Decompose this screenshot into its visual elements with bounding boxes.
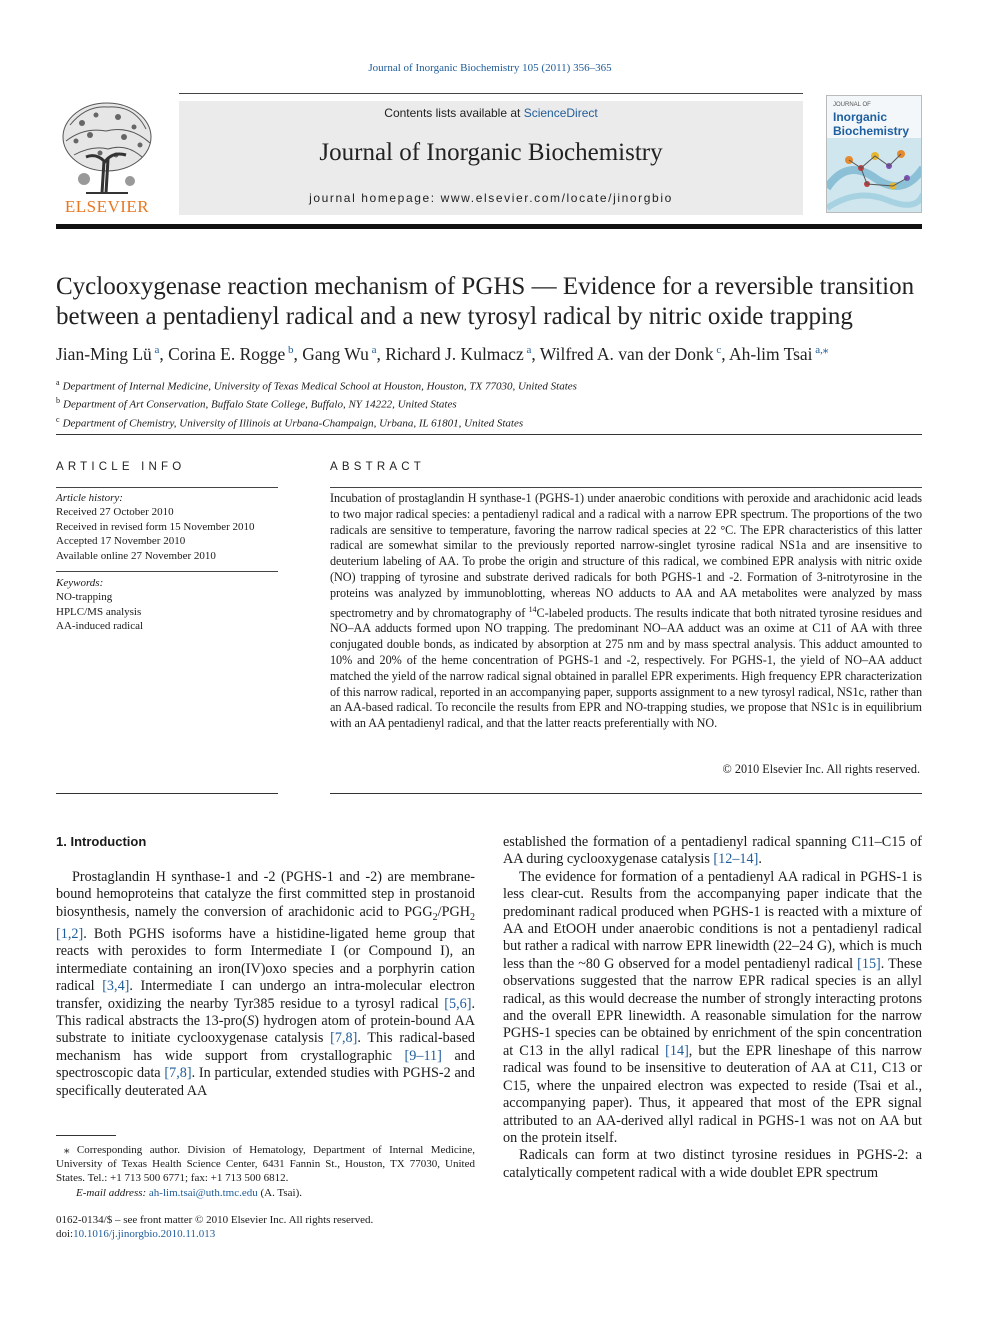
affiliation-mark: a <box>56 378 60 387</box>
citation-link[interactable]: [7,8] <box>164 1065 192 1082</box>
citation-link[interactable]: [15] <box>857 955 881 972</box>
affiliation-mark: b <box>56 396 60 406</box>
author-affiliation-mark[interactable]: a <box>151 344 160 356</box>
info-rule <box>56 571 278 572</box>
citation-link[interactable]: [7,8] <box>330 1030 358 1047</box>
abstract-heading: ABSTRACT <box>330 461 425 473</box>
intro-paragraph: The evidence for formation of a pentadienyl AA radical in PGHS-1 is less clear-cut. Results from the accompanying paper indicate that the predominant radical produced when PGHS-1 is reacted with a mixture of AA and EtOOH under anaerobic conditions is not a pentadienyl radical but rather a radical with narrow EPR linewidth (22–24 G), which is much less than the ~80 G observed for a model pentadienyl radical [15]. These observations suggested that the narrow EPR radical species is an allyl radical, as this would decrease the number of strongly interacting protons and the overall EPR linewidth. A reasonable simulation for the narrow PGHS-1 species can be obtained by enrichment of the spin concentration at C13 in the allyl radical [14], but the EPR lineshape of this narrow radical was found to be insensitive to deuteration of AA at C11, C13 or C15, where the unpaired electron was expected to reside (Tsai et al., accompanying paper). Thus, it appeared that most of the EPR signal attributed to an AA-derived allyl radical in PGHS-1 was not on AA but on the protein itself. <box>503 868 922 1146</box>
history-item: Received 27 October 2010 <box>56 506 174 519</box>
doi-link[interactable]: 10.1016/j.jinorgbio.2010.11.013 <box>73 1228 216 1241</box>
affiliation-list <box>56 376 926 431</box>
affiliation-item <box>56 376 926 394</box>
title-divider <box>56 434 922 435</box>
history-item: Received in revised form 15 November 2010 <box>56 520 255 533</box>
italic-text: S <box>247 1013 255 1030</box>
article-history <box>56 505 278 563</box>
citation-link[interactable]: [1,2] <box>56 926 84 943</box>
abstract-rule <box>330 487 922 488</box>
author-name: Corina E. Rogge <box>168 343 286 364</box>
keyword-item: NO-trapping <box>56 591 113 604</box>
author-name: Gang Wu <box>302 343 369 364</box>
author-affiliation-mark[interactable]: c <box>713 344 722 356</box>
article-info-panel <box>56 487 278 634</box>
keyword-item: HPLC/MS analysis <box>56 605 142 618</box>
doi-line: doi:10.1016/j.jinorgbio.2010.11.013 <box>56 1228 216 1241</box>
citation-link[interactable]: [9–11] <box>404 1047 442 1064</box>
intro-paragraph: established the formation of a pentadienyl radical spanning C11–C15 of AA during cyclooxygenase catalysis [12–14]. <box>503 834 922 868</box>
author-affiliation-mark[interactable]: a,⁎ <box>812 344 829 356</box>
journal-homepage[interactable]: journal homepage: www.elsevier.com/locate/jinorgbio <box>309 191 673 205</box>
abstract-text: Incubation of prostaglandin H synthase-1 (PGHS-1) under anaerobic conditions with peroxide and arachidonic acid leads to two major radical species: a pentadienyl radical and a radical with a narrow EPR spectrum. The proportions of the two radicals are sensitive to temperature, favoring the narrow radical species at 22 °C. The EPR characteristics of this latter radical are somewhat similar to the previously reported narrow-singlet tyrosine radical NS1a and are insensitive to deuterium labeling of AA. To probe the origin and structure of this radical, we combined EPR analysis with nitric oxide (NO) trapping of tyrosine and substrate derived radicals for both PGHS-1 and -2. Formation of 3-nitrotyrosine in the proteins was analyzed by immunoblotting, whereas NO adducts to AA and AA metabolites were analyzed by mass spectrometry and by chromatography of $^{14}$C-labeled products. The results indicate that both nitrated tyrosine residues and NO–AA adducts formed upon NO trapping. The predominant NO–AA adduct was an oxime at C11 of AA with three conjugated double bonds, as indicated by absorption at 275 nm and by mass spectral analysis. This adduct amounted to 10% and 20% of the heme concentration of PGHS-1 and -2, respectively. For PGHS-1, the yield of NO–AA adduct matched the yield of the narrow radical signal obtained in parallel EPR experiments. High frequency EPR characterization of this narrow radical, reported in an accompanying paper, supports assignment to a new tyrosyl radical, NS1c, rather than an AA-based radical. To reconcile the results from EPR and NO-trapping studies, we propose that NS1c is in equilibrium with an AA pentadienyl radical, and that the latter reacts preferentially with NO. <box>330 491 922 731</box>
footnote-rule <box>56 1135 116 1136</box>
citation-link[interactable]: [5,6] <box>444 995 472 1012</box>
journal-banner <box>179 93 803 215</box>
author-affiliation-mark[interactable]: a <box>523 344 532 356</box>
affiliation-text: Department of Art Conservation, Buffalo State College, Buffalo, NY 14222, United States <box>63 398 457 411</box>
cover-molecule-icon <box>827 138 922 213</box>
subscript: 2 <box>470 911 475 923</box>
author-name: Wilfred A. van der Donk <box>539 343 714 364</box>
sciencedirect-link[interactable]: ScienceDirect <box>523 106 598 120</box>
elsevier-logo[interactable] <box>56 97 158 215</box>
author-name: Jian-Ming Lü <box>56 343 152 364</box>
history-item: Available online 27 November 2010 <box>56 549 216 562</box>
journal-citation[interactable]: Journal of Inorganic Biochemistry 105 (2011) 356–365 <box>368 62 612 74</box>
author-affiliation-mark[interactable]: a <box>368 344 377 356</box>
abstract-bottom-rule <box>330 793 922 794</box>
citation-link[interactable]: [3,4] <box>102 978 130 995</box>
affiliation-item <box>56 394 926 412</box>
body-column-left <box>56 869 475 1100</box>
author-email-link[interactable]: ah-lim.tsai@uth.tmc.edu <box>148 1186 258 1199</box>
subscript: 2 <box>432 911 438 923</box>
affiliation-text: Department of Internal Medicine, University of Texas Medical School at Houston, Houston, TX 77030, United States <box>62 380 577 393</box>
elsevier-wordmark: ELSEVIER <box>64 197 150 216</box>
affiliation-mark: c <box>56 414 60 424</box>
author-name: Richard J. Kulmacz <box>385 343 524 364</box>
keyword-list <box>56 590 278 633</box>
journal-name: Journal of Inorganic Biochemistry <box>319 139 663 166</box>
author-name: Ah-lim Tsai <box>729 343 813 364</box>
affiliation-text: Department of Chemistry, University of Illinois at Urbana-Champaign, Urbana, IL 61801, United States <box>62 417 524 430</box>
article-title: Cyclooxygenase reaction mechanism of PGHS — Evidence for a reversible transition between a pentadienyl radical and a new tyrosyl radical by nitric oxide trapping <box>56 273 915 330</box>
history-item: Accepted 17 November 2010 <box>56 535 186 548</box>
banner-rule <box>179 93 803 94</box>
author-affiliation-mark[interactable]: b <box>285 344 294 356</box>
intro-paragraph: Radicals can form at two distinct tyrosine residues in PGHS-2: a catalytically competent radical with a wide doublet EPR spectrum <box>503 1147 922 1181</box>
author-list: Jian-Ming Lü $^a$, Corina E. Rogge $^b$, Gang Wu $^a$, Richard J. Kulmacz $^a$, Wilfred A. van der Donk $^c$, Ah-lim Tsai $^{a,⁎}$ <box>56 343 829 364</box>
header-divider <box>56 224 922 229</box>
citation-link[interactable]: [12–14] <box>713 851 759 868</box>
info-rule <box>56 487 278 488</box>
article-info-heading: ARTICLE INFO <box>56 461 186 473</box>
citation-link[interactable]: [14] <box>665 1042 689 1059</box>
affiliation-item <box>56 413 926 431</box>
contents-line: Contents lists available at ScienceDirect <box>384 106 598 120</box>
journal-masthead <box>56 93 922 215</box>
info-bottom-rule <box>56 793 278 794</box>
issn-line: 0162-0134/$ – see front matter © 2010 Elsevier Inc. All rights reserved. doi:10.1016/j.jinorgbio.2010.11.013 <box>56 1213 475 1241</box>
keywords-label: Keywords: <box>56 577 104 590</box>
section-heading-introduction: 1. Introduction <box>56 834 147 849</box>
corresponding-author-footnote: ⁎ Corresponding author. Division of Hematology, Department of Internal Medicine, University of Texas Health Science Center, 6431 Fannin St., Houston, TX 77030, United States. Tel.: +1 713 500 6771; fax: +1 713 500 6812. E-mail address: ah-lim.tsai@uth.tmc.edu (A. Tsai). <box>56 1144 475 1199</box>
abstract-copyright: © 2010 Elsevier Inc. All rights reserved. <box>722 762 920 776</box>
history-label: Article history: <box>56 492 123 504</box>
body-column-right <box>503 834 922 1182</box>
keyword-item: AA-induced radical <box>56 620 144 633</box>
intro-paragraph: Prostaglandin H synthase-1 and -2 (PGHS-1 and -2) are membrane-bound hemoproteins that catalyze the first committed step in prostanoid biosynthesis, namely the conversion of arachidonic acid to $PGG_2/PGH_2$ [1,2]. Both PGHS isoforms have a histidine-ligated heme group that reacts with peroxides to form Intermediate I (or Compound I), an intermediate containing an iron(IV)oxo species and a porphyrin cation radical [3,4]. Intermediate I can undergo an intra-molecular electron transfer, oxidizing the nearby Tyr385 residue to a tyrosyl radical [5,6]. This radical abstracts the 13-pro(S) hydrogen atom of protein-bound AA substrate to initiate cyclooxygenase catalysis [7,8]. This radical-based mechanism has wide support from crystallographic [9–11] and spectroscopic data [7,8]. In particular, extended studies with PGHS-2 and specifically deuterated AA <box>56 869 476 1099</box>
email-line: E-mail address: ah-lim.tsai@uth.tmc.edu (A. Tsai). <box>76 1186 302 1199</box>
journal-cover-thumbnail[interactable]: JOURNAL OF Inorganic Biochemistry <box>826 95 922 213</box>
